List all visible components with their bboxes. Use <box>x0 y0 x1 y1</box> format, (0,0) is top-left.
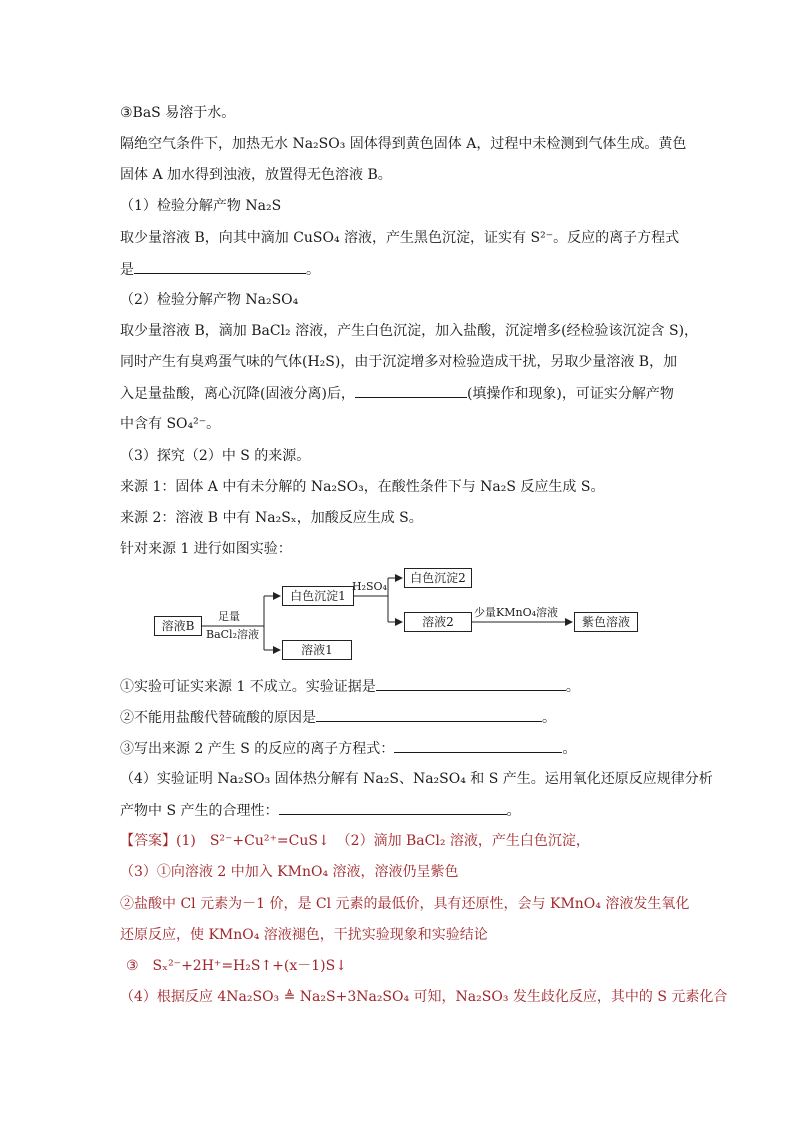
question-line <box>120 738 576 759</box>
text-line <box>120 259 320 280</box>
text-line: 来源 1：固体 A 中有未分解的 Na₂SO₃，在酸性条件下与 Na₂S 反应生成 S。 <box>120 479 605 495</box>
text-line: 取少量溶液 B，滴加 BaCl₂ 溶液，产生白色沉淀，加入盐酸，沉淀增多(经检验该沉淀含 S)， <box>120 323 699 339</box>
answer-line: ③ Sₓ²⁻+2H⁺=H₂S↑+(x－1)S↓ <box>126 958 347 974</box>
text-fragment: 。 <box>562 741 577 757</box>
text-fragment: ②不能用盐酸代替硫酸的原因是 <box>120 710 316 726</box>
answer-line: （4）根据反应 4Na₂SO₃ ≜ Na₂S+3Na₂SO₄ 可知，Na₂SO₃ 发生歧化反应，其中的 S 元素化合 <box>120 989 728 1005</box>
text-fragment: 。 <box>542 710 556 726</box>
text-fragment: 。 <box>506 803 521 819</box>
answer-blank <box>134 259 306 274</box>
question-line <box>120 707 556 728</box>
text-fragment: 。 <box>565 679 580 695</box>
reagent-label: 少量KMnO₄溶液 <box>474 606 558 619</box>
answer-line: 还原反应，使 KMnO₄ 溶液褪色，干扰实验现象和实验结论 <box>120 927 488 943</box>
answer-blank <box>376 676 566 691</box>
reagent-label: 足量 <box>218 610 240 623</box>
white-precipitate-2-box: 白色沉淀2 <box>404 568 472 588</box>
text-fragment: 入足量盐酸，离心沉降(固液分离)后， <box>120 386 355 402</box>
question-line: （4）实验证明 Na₂SO₃ 固体热分解有 Na₂S、Na₂SO₄ 和 S 产生。运用氧化还原反应规律分析 <box>120 771 713 787</box>
answer-blank <box>355 383 467 398</box>
answer-line: 【答案】(1) S²⁻+Cu²⁺=CuS↓ （2）滴加 BaCl₂ 溶液，产生白色沉淀， <box>120 833 590 849</box>
text-line: 同时产生有臭鸡蛋气味的气体(H₂S)，由于沉淀增多对检验造成干扰，另取少量溶液 B，加 <box>120 354 678 370</box>
text-fragment: ③写出来源 2 产生 S 的反应的离子方程式： <box>120 741 395 757</box>
section-heading: （2）检验分解产物 Na₂SO₄ <box>120 292 299 308</box>
text-fragment: 。 <box>306 262 320 278</box>
answer-blank <box>316 707 542 722</box>
section-heading: （3）探究（2）中 S 的来源。 <box>120 448 311 464</box>
text-line: 来源 2：溶液 B 中有 Na₂Sₓ，加酸反应生成 S。 <box>120 510 423 526</box>
answer-line: ②盐酸中 Cl 元素为－1 价，是 Cl 元素的最低价，具有还原性，会与 KMnO₄ 溶液发生氧化 <box>120 896 690 912</box>
text-line: 取少量溶液 B，向其中滴加 CuSO₄ 溶液，产生黑色沉淀，证实有 S²⁻。反应的离子方程式 <box>120 230 680 246</box>
section-heading: （1）检验分解产物 Na₂S <box>120 198 282 214</box>
question-line <box>120 800 521 821</box>
text-fragment: (填操作和现象)，可证实分解产物 <box>466 386 674 402</box>
text-fragment: ①实验可证实来源 1 不成立。实验证据是 <box>120 679 376 695</box>
solution-2-box: 溶液2 <box>404 612 472 632</box>
solution-b-box: 溶液B <box>154 616 202 636</box>
text-line: 针对来源 1 进行如图实验： <box>120 541 292 557</box>
text-line: 隔绝空气条件下，加热无水 Na₂SO₃ 固体得到黄色固体 A，过程中未检测到气体生成。黄色 <box>120 136 687 152</box>
text-line: 固体 A 加水得到浊液，放置得无色溶液 B。 <box>120 167 392 183</box>
text-line: 中含有 SO₄²⁻。 <box>120 416 221 432</box>
reagent-label: H₂SO₄ <box>352 580 387 593</box>
text-line <box>120 383 674 404</box>
text-line: ③BaS 易溶于水。 <box>120 105 236 121</box>
reagent-label: BaCl₂溶液 <box>206 628 259 641</box>
text-fragment: 产物中 S 产生的合理性： <box>120 803 279 819</box>
experiment-flow-diagram <box>152 570 652 670</box>
answer-blank <box>279 800 507 815</box>
purple-solution-box: 紫色溶液 <box>574 612 638 632</box>
answer-line: （3）①向溶液 2 中加入 KMnO₄ 溶液，溶液仍呈紫色 <box>120 864 459 880</box>
answer-blank <box>394 738 562 753</box>
solution-1-box: 溶液1 <box>282 640 352 660</box>
white-precipitate-1-box: 白色沉淀1 <box>282 586 354 606</box>
text-fragment: 是 <box>120 262 134 278</box>
question-line <box>120 676 580 697</box>
